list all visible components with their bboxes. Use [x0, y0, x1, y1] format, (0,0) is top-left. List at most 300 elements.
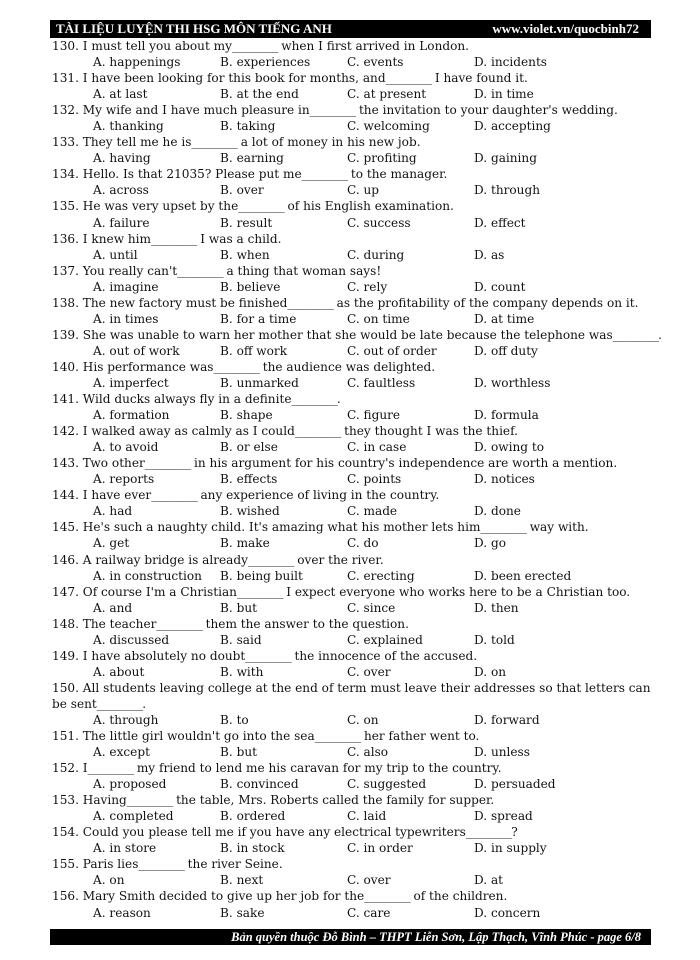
answer-option-a: A. had [93, 504, 133, 519]
question-item [52, 423, 652, 455]
answer-option-a: A. happenings [93, 55, 181, 70]
question-text-before: Of course I'm a Christian [82, 584, 237, 599]
question-list [52, 38, 662, 921]
answer-options [52, 872, 652, 888]
answer-option-c: C. do [347, 536, 379, 551]
answer-option-b: B. unmarked [220, 375, 299, 390]
answer-option-d: D. done [474, 504, 521, 519]
answer-option-d: D. persuaded [474, 777, 556, 792]
answer-options [52, 664, 652, 680]
answer-options [52, 86, 652, 102]
answer-blank: _________ [247, 552, 294, 567]
answer-blank: _________ [314, 729, 361, 744]
answer-option-c: C. in case [347, 440, 407, 455]
question-text-before: He's such a naughty child. It's amazing what his mother lets him [82, 520, 481, 535]
answer-option-c: C. figure [347, 408, 401, 423]
question-text-after: the table, Mrs. Roberts called the family for supper. [172, 793, 495, 808]
answer-options [52, 311, 652, 327]
question-stem [52, 824, 652, 840]
answer-option-c: C. since [347, 600, 396, 615]
answer-option-a: A. in construction [93, 568, 202, 583]
question-stem [52, 295, 652, 311]
answer-option-a: A. formation [93, 408, 170, 423]
question-stem [52, 616, 652, 632]
question-item [52, 166, 652, 198]
answer-option-d: D. off duty [474, 343, 538, 358]
answer-options [52, 375, 652, 391]
answer-option-d: D. gaining [474, 151, 537, 166]
answer-option-a: A. imagine [93, 279, 159, 294]
question-text-before: My wife and I have much pleasure in [82, 103, 310, 118]
answer-option-d: D. worthless [474, 375, 551, 390]
question-text-before: Paris lies [82, 857, 139, 872]
answer-option-b: B. effects [220, 472, 278, 487]
question-item [52, 38, 652, 70]
answer-option-a: A. in store [93, 841, 157, 856]
answer-option-b: B. to [220, 712, 249, 727]
answer-option-d: D. as [474, 247, 505, 262]
question-item [52, 680, 652, 728]
answer-option-c: C. profiting [347, 151, 417, 166]
answer-option-d: D. at time [474, 311, 535, 326]
answer-blank: _________ [465, 825, 512, 840]
answer-options [52, 712, 652, 728]
answer-option-d: D. been erected [474, 568, 572, 583]
question-text-before: She was unable to warn her mother that she would be late because the telephone was [82, 327, 613, 342]
answer-option-d: D. through [474, 183, 540, 198]
answer-blank: _________ [364, 889, 410, 904]
question-text-before: Having [82, 793, 127, 808]
question-item [52, 728, 652, 760]
answer-options [52, 407, 652, 423]
answer-option-c: C. at present [347, 87, 427, 102]
answer-option-a: A. to avoid [93, 440, 159, 455]
answer-option-c: C. laid [347, 809, 387, 824]
answer-blank: _________ [96, 696, 143, 711]
answer-options [52, 503, 652, 519]
answer-option-c: C. made [347, 504, 398, 519]
question-number: 138. [52, 295, 79, 310]
question-text-after: I have found it. [431, 71, 528, 86]
answer-option-d: D. concern [474, 905, 541, 920]
question-number: 153. [52, 793, 79, 808]
question-text-after: . [658, 327, 662, 342]
answer-option-d: D. owing to [474, 440, 544, 455]
answer-option-c: C. during [347, 247, 405, 262]
answer-blank: _________ [156, 616, 202, 631]
answer-option-d: D. incidents [474, 55, 548, 70]
header-title: TÀI LIỆU LUYỆN THI HSG MÔN TIẾNG ANH [56, 21, 332, 36]
answer-option-a: A. in times [93, 311, 159, 326]
question-text-before: All students leaving college at the end of term must leave their addresses so that letters can be sent [52, 680, 651, 711]
question-text-after: ? [511, 825, 518, 840]
answer-options [52, 600, 652, 616]
answer-option-b: B. over [220, 183, 264, 198]
answer-option-b: B. but [220, 600, 257, 615]
question-text-after: of his English examination. [283, 199, 454, 214]
question-number: 151. [52, 729, 79, 744]
answer-option-b: B. believe [220, 279, 281, 294]
question-stem [52, 359, 652, 375]
answer-option-b: B. next [220, 873, 264, 888]
question-number: 137. [52, 263, 79, 278]
answer-blank: _________ [151, 231, 197, 246]
answer-option-c: C. points [347, 472, 402, 487]
question-text-before: His performance was [82, 359, 214, 374]
answer-option-a: A. reports [93, 472, 155, 487]
question-stem [52, 38, 652, 54]
question-number: 145. [52, 520, 79, 535]
question-stem [52, 856, 652, 872]
question-number: 144. [52, 488, 79, 503]
answer-option-a: A. out of work [93, 343, 180, 358]
answer-option-c: C. explained [347, 632, 423, 647]
answer-option-a: A. and [93, 600, 133, 615]
answer-blank: _________ [294, 424, 341, 439]
answer-options [52, 247, 652, 263]
answer-option-b: B. for a time [220, 311, 297, 326]
question-stem [52, 134, 652, 150]
answer-option-a: A. completed [93, 809, 174, 824]
answer-option-b: B. earning [220, 151, 284, 166]
answer-option-d: D. formula [474, 408, 539, 423]
answer-blank: _________ [480, 520, 526, 535]
question-number: 141. [52, 392, 79, 407]
answer-option-d: D. spread [474, 809, 533, 824]
answer-option-b: B. ordered [220, 809, 286, 824]
question-stem [52, 455, 652, 471]
answer-option-c: C. over [347, 664, 391, 679]
answer-option-a: A. proposed [93, 777, 167, 792]
question-text-before: The teacher [82, 616, 157, 631]
question-text-after: over the river. [293, 552, 384, 567]
document-header [50, 20, 651, 38]
question-number: 134. [52, 167, 79, 182]
question-text-before: I have ever [82, 488, 152, 503]
answer-blank: _________ [385, 71, 431, 86]
answer-blank: _________ [138, 857, 184, 872]
answer-blank: _________ [231, 39, 278, 53]
question-text-before: Could you please tell me if you have any electrical typewriters [82, 825, 466, 840]
question-item [52, 359, 652, 391]
answer-option-a: A. get [93, 536, 130, 551]
answer-option-c: C. over [347, 873, 391, 888]
answer-option-a: A. at last [93, 87, 148, 102]
answer-blank: _________ [238, 199, 284, 214]
question-text-before: Hello. Is that 21035? Please put me [82, 167, 302, 182]
answer-options [52, 808, 652, 824]
question-text-before: Mary Smith decided to give up her job for the [82, 889, 365, 904]
question-number: 148. [52, 616, 79, 631]
question-item [52, 616, 652, 648]
answer-option-b: B. taking [220, 119, 276, 134]
answer-options [52, 439, 652, 455]
answer-option-d: D. effect [474, 215, 526, 230]
question-text-before: Wild ducks always fly in a definite [82, 392, 292, 407]
question-number: 131. [52, 71, 79, 86]
answer-option-a: A. having [93, 151, 151, 166]
answer-option-d: D. notices [474, 472, 535, 487]
question-item [52, 648, 652, 680]
answer-options [52, 215, 652, 231]
question-stem [52, 423, 652, 439]
question-stem [52, 648, 652, 664]
answer-option-d: D. forward [474, 712, 540, 727]
answer-options [52, 776, 652, 792]
question-stem [52, 519, 652, 535]
question-text-before: The new factory must be finished [82, 295, 288, 310]
question-item [52, 391, 652, 423]
answer-options [52, 118, 652, 134]
answer-option-b: B. experiences [220, 55, 311, 70]
answer-blank: _________ [144, 456, 191, 471]
question-text-after: them the answer to the question. [201, 616, 409, 631]
question-stem [52, 198, 652, 214]
question-text-after: the invitation to your daughter's wedding. [355, 103, 618, 118]
question-text-after: my friend to lend me his caravan for my trip to the country. [133, 761, 502, 776]
answer-option-c: C. success [347, 215, 411, 230]
answer-option-b: B. but [220, 745, 257, 760]
question-text-after: I was a child. [196, 231, 282, 246]
question-text-after: I expect everyone who works here to be a Christian too. [282, 584, 631, 599]
answer-blank: _________ [87, 761, 133, 776]
question-item [52, 263, 652, 295]
question-number: 146. [52, 552, 79, 567]
question-number: 156. [52, 889, 79, 904]
question-item [52, 519, 652, 551]
answer-option-b: B. being built [220, 568, 303, 583]
answer-option-b: B. when [220, 247, 270, 262]
question-item [52, 231, 652, 263]
question-text-after: a lot of money in his new job. [236, 135, 421, 150]
question-text-before: I [82, 761, 88, 776]
question-number: 155. [52, 857, 79, 872]
answer-option-b: B. with [220, 664, 264, 679]
answer-option-a: A. except [93, 745, 150, 760]
answer-options [52, 343, 652, 359]
question-text-before: A railway bridge is already [82, 552, 248, 567]
question-stem [52, 584, 652, 600]
answer-blank: _________ [191, 135, 237, 150]
answer-option-a: A. failure [93, 215, 150, 230]
answer-blank: _________ [151, 488, 197, 503]
question-item [52, 134, 652, 166]
answer-blank: _________ [236, 584, 283, 599]
question-number: 133. [52, 135, 79, 150]
question-text-after: way with. [525, 520, 589, 535]
answer-options [52, 54, 652, 70]
answer-option-d: D. in supply [474, 841, 547, 856]
question-number: 152. [52, 761, 79, 776]
question-number: 143. [52, 456, 79, 471]
question-stem [52, 888, 652, 904]
question-text-after: they thought I was the thief. [340, 424, 518, 439]
question-item [52, 552, 652, 584]
question-stem [52, 552, 652, 568]
question-item [52, 824, 652, 856]
question-text-after: . [336, 392, 341, 407]
question-text-after: when I first arrived in London. [277, 39, 470, 53]
question-text-before: You really can't [82, 263, 178, 278]
question-number: 136. [52, 231, 79, 246]
answer-blank: _________ [612, 327, 659, 342]
answer-option-c: C. out of order [347, 343, 437, 358]
question-stem [52, 792, 652, 808]
question-text-after: . [142, 696, 147, 711]
answer-option-b: B. or else [220, 440, 278, 455]
question-item [52, 888, 652, 920]
answer-options [52, 182, 652, 198]
header-website: www.violet.vn/quocbinh72 [492, 21, 639, 36]
question-number: 150. [52, 680, 79, 695]
question-text-after: a thing that woman says! [222, 263, 382, 278]
question-stem [52, 231, 652, 247]
question-text-before: I have absolutely no doubt [82, 648, 246, 663]
question-text-after: of the children. [409, 889, 508, 904]
answer-blank: _________ [213, 359, 259, 374]
answer-option-d: D. told [474, 632, 515, 647]
question-item [52, 198, 652, 230]
answer-option-a: A. through [93, 712, 159, 727]
question-text-after: her father went to. [360, 729, 480, 744]
answer-options [52, 568, 652, 584]
question-text-before: I walked away as calmly as I could [82, 424, 295, 439]
question-stem [52, 327, 662, 343]
question-stem [52, 70, 652, 86]
question-item [52, 295, 652, 327]
answer-option-d: D. accepting [474, 119, 551, 134]
question-item [52, 102, 652, 134]
answer-options [52, 744, 652, 760]
question-stem [52, 680, 652, 712]
answer-option-a: A. until [93, 247, 138, 262]
question-stem [52, 391, 652, 407]
answer-option-b: B. said [220, 632, 262, 647]
answer-option-c: C. on [347, 712, 379, 727]
answer-blank: _________ [309, 103, 356, 118]
answer-options [52, 279, 652, 295]
question-text-before: Two other [82, 456, 145, 471]
question-text-before: I have been looking for this book for months, and [82, 71, 386, 86]
question-stem [52, 166, 652, 182]
answer-option-d: D. on [474, 664, 507, 679]
question-text-before: He was very upset by the [82, 199, 239, 214]
question-number: 132. [52, 103, 79, 118]
question-item [52, 584, 652, 616]
answer-option-c: C. on time [347, 311, 410, 326]
answer-option-a: A. across [93, 183, 149, 198]
question-text-after: to the manager. [347, 167, 448, 182]
answer-option-c: C. up [347, 183, 380, 198]
question-item [52, 487, 652, 519]
answer-option-c: C. in order [347, 841, 413, 856]
answer-option-a: A. reason [93, 905, 151, 920]
question-text-before: The little girl wouldn't go into the sea [82, 729, 315, 744]
answer-option-b: B. at the end [220, 87, 299, 102]
question-stem [52, 263, 652, 279]
answer-option-c: C. suggested [347, 777, 427, 792]
answer-option-c: C. care [347, 905, 391, 920]
answer-blank: _________ [291, 392, 337, 407]
question-number: 139. [52, 327, 79, 342]
answer-option-d: D. go [474, 536, 506, 551]
question-item [52, 792, 652, 824]
footer-copyright: Bản quyền thuộc Đỗ Bình – THPT Liễn Sơn, Lập Thạch, Vĩnh Phúc - page 6/8 [231, 930, 641, 944]
answer-option-c: C. welcoming [347, 119, 430, 134]
question-item [52, 760, 652, 792]
answer-option-a: A. thanking [93, 119, 164, 134]
answer-blank: _________ [126, 793, 173, 808]
answer-options [52, 905, 652, 921]
question-text-before: I must tell you about my [82, 39, 232, 53]
question-stem [52, 728, 652, 744]
answer-option-d: D. unless [474, 745, 530, 760]
answer-option-b: B. off work [220, 343, 288, 358]
answer-option-b: B. make [220, 536, 270, 551]
question-stem [52, 760, 652, 776]
answer-blank: _________ [287, 295, 333, 310]
question-number: 149. [52, 648, 79, 663]
question-item [52, 327, 662, 359]
answer-option-d: D. then [474, 600, 519, 615]
answer-option-b: B. result [220, 215, 273, 230]
question-number: 140. [52, 359, 79, 374]
answer-options [52, 471, 652, 487]
question-number: 147. [52, 584, 79, 599]
question-stem [52, 487, 652, 503]
answer-blank: _________ [177, 263, 223, 278]
answer-option-d: D. in time [474, 87, 534, 102]
answer-option-c: C. events [347, 55, 404, 70]
answer-blank: _________ [245, 648, 291, 663]
answer-option-b: B. shape [220, 408, 273, 423]
answer-option-c: C. faultless [347, 375, 416, 390]
question-number: 130. [52, 39, 79, 53]
answer-option-b: B. in stock [220, 841, 285, 856]
answer-blank: _________ [301, 167, 348, 182]
answer-option-a: A. on [93, 873, 125, 888]
answer-option-c: C. erecting [347, 568, 415, 583]
question-item [52, 856, 652, 888]
question-text-after: in his argument for his country's independence are worth a mention. [190, 456, 618, 471]
question-stem [52, 102, 652, 118]
question-text-after: as the profitability of the company depends on it. [332, 295, 639, 310]
answer-option-d: D. count [474, 279, 526, 294]
answer-option-c: C. also [347, 745, 389, 760]
document-footer [50, 929, 651, 945]
answer-option-b: B. convinced [220, 777, 299, 792]
question-item [52, 455, 652, 487]
question-text-after: the innocence of the accused. [290, 648, 478, 663]
answer-option-d: D. at [474, 873, 504, 888]
answer-options [52, 840, 652, 856]
answer-option-a: A. discussed [93, 632, 170, 647]
answer-option-a: A. imperfect [93, 375, 169, 390]
question-number: 135. [52, 199, 79, 214]
question-text-after: the river Seine. [183, 857, 283, 872]
question-text-after: any experience of living in the country. [196, 488, 440, 503]
question-text-before: I knew him [82, 231, 152, 246]
question-text-before: They tell me he is [82, 135, 192, 150]
answer-option-c: C. rely [347, 279, 388, 294]
question-item [52, 70, 652, 102]
answer-options [52, 632, 652, 648]
question-number: 142. [52, 424, 79, 439]
question-number: 154. [52, 825, 79, 840]
question-text-after: the audience was delighted. [258, 359, 436, 374]
answer-option-b: B. sake [220, 905, 265, 920]
answer-options [52, 150, 652, 166]
